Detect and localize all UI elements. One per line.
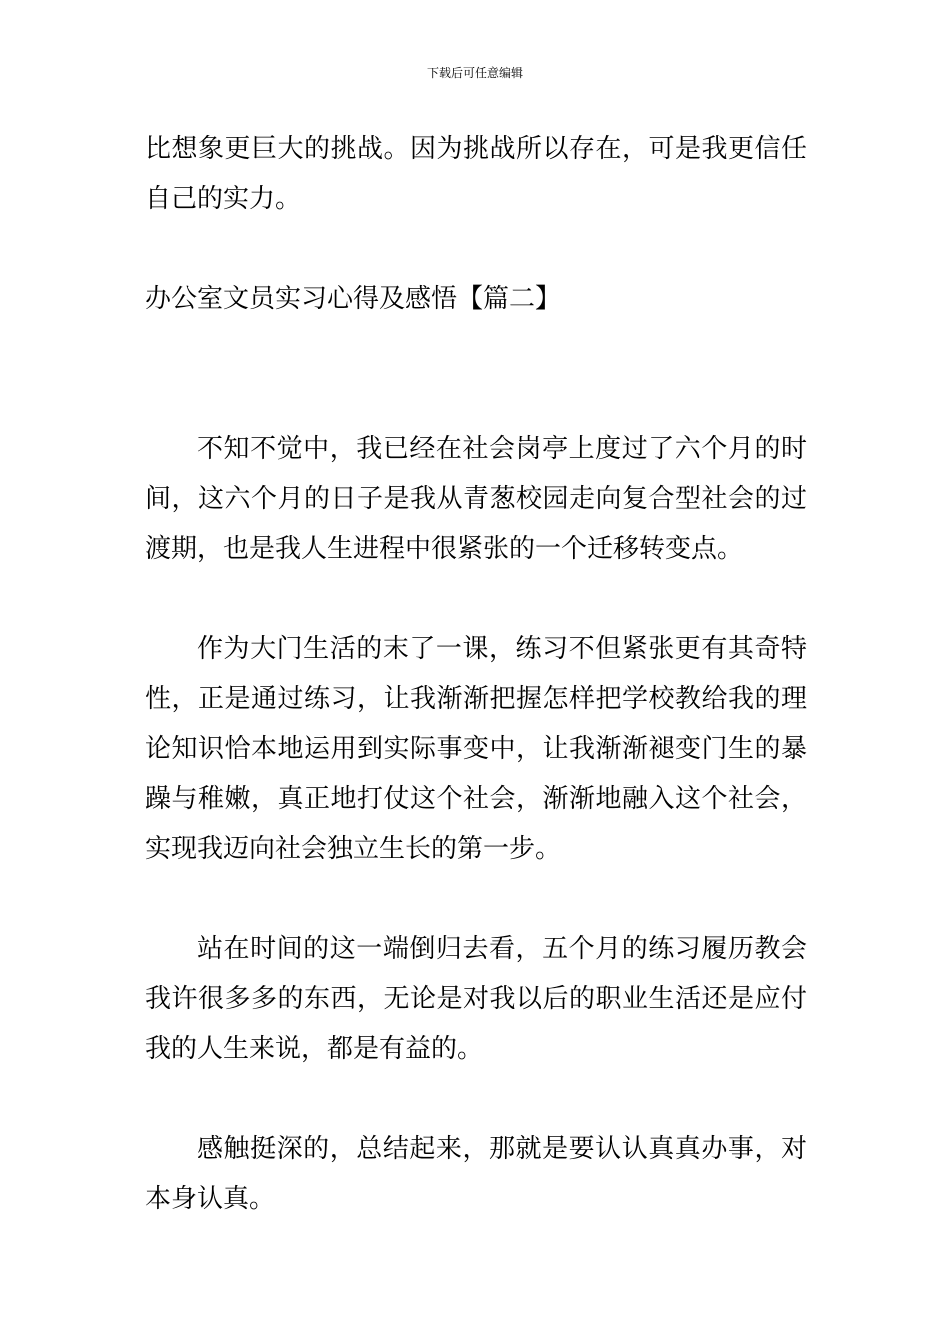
spacer xyxy=(145,1074,807,1124)
spacer xyxy=(145,874,807,924)
spacer xyxy=(145,324,807,424)
section-heading: 办公室文员实习心得及感悟【篇二】 xyxy=(145,284,562,314)
spacer xyxy=(145,574,807,624)
paragraph-continued: 比想象更巨大的挑战。因为挑战所以存在，可是我更信任自己的实力。 xyxy=(145,134,807,214)
document-body xyxy=(145,124,807,1224)
page-header: 下载后可任意编辑 xyxy=(426,66,523,80)
paragraph-3: 站在时间的这一端倒归去看，五个月的练习履历教会我许很多多的东西，无论是对我以后的职业生活还是应付我的人生来说，都是有益的。 xyxy=(145,934,807,1064)
paragraph-2: 作为大门生活的末了一课，练习不但紧张更有其奇特性，正是通过练习，让我渐渐把握怎样把学校教给我的理论知识恰本地运用到实际事变中，让我渐渐褪变门生的暴躁与稚嫩，真正地打仗这个社会，渐渐地融入这个社会，实现我迈向社会独立生长的第一步。 xyxy=(145,634,807,864)
spacer xyxy=(145,224,807,274)
paragraph-4: 感触挺深的，总结起来，那就是要认认真真办事，对本身认真。 xyxy=(145,1134,807,1214)
paragraph-1: 不知不觉中，我已经在社会岗亭上度过了六个月的时间，这六个月的日子是我从青葱校园走向复合型社会的过渡期，也是我人生进程中很紧张的一个迁移转变点。 xyxy=(145,434,807,564)
